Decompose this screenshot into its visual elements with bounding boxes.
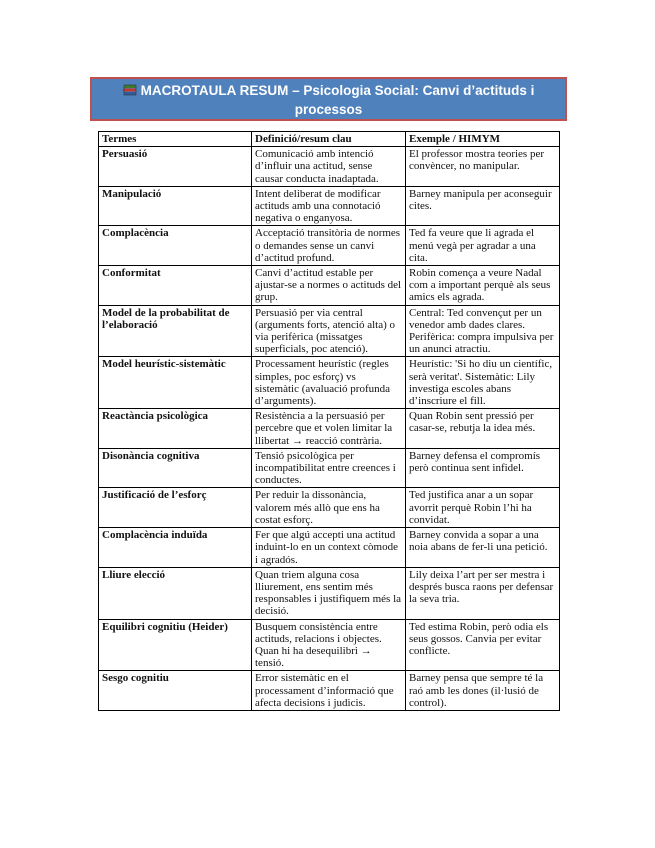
example-cell: Barney defensa el compromís però continua sent infidel. — [406, 448, 560, 488]
table-row — [99, 619, 560, 671]
example-cell: Barney pensa que sempre té la raó amb les dones (il·lusió de control). — [406, 671, 560, 711]
term-cell: Model de la probabilitat de l’elaboració — [99, 305, 252, 357]
term-cell: Lliure elecció — [99, 567, 252, 619]
example-cell: Barney convida a sopar a una noia abans de fer-li una petició. — [406, 528, 560, 568]
definition-cell: Comunicació amb intenció d’influir una actitud, sense causar conducta inadaptada. — [252, 147, 406, 187]
example-cell: Central: Ted convençut per un venedor amb dades clares. Perifèrica: compra impulsiva per un anunci atractiu. — [406, 305, 560, 357]
table-row — [99, 147, 560, 187]
example-cell: Heurístic: 'Si ho diu un científic, serà veritat'. Sistemàtic: Lily investiga escoles abans d’inscriure el fill. — [406, 357, 560, 409]
table-row — [99, 528, 560, 568]
definition-cell: Intent deliberat de modificar actituds amb una connotació negativa o enganyosa. — [252, 186, 406, 226]
term-cell: Sesgo cognitiu — [99, 671, 252, 711]
term-cell: Persuasió — [99, 147, 252, 187]
table-row — [99, 186, 560, 226]
table-row — [99, 488, 560, 528]
table-row — [99, 357, 560, 409]
table-row — [99, 409, 560, 449]
table-row — [99, 266, 560, 306]
table-row — [99, 305, 560, 357]
table-row — [99, 671, 560, 711]
term-cell: Complacència induïda — [99, 528, 252, 568]
term-cell: Disonància cognitiva — [99, 448, 252, 488]
definition-cell: Per reduir la dissonància, valorem més allò que ens ha costat esforç. — [252, 488, 406, 528]
example-cell: Lily deixa l’art per ser mestra i després busca raons per defensar la seva tria. — [406, 567, 560, 619]
summary-table — [98, 131, 560, 711]
table-row — [99, 567, 560, 619]
example-cell: Ted justifica anar a un sopar avorrit perquè Robin l’hi ha convidat. — [406, 488, 560, 528]
example-cell: Robin comença a veure Nadal com a important perquè als seus amics els agrada. — [406, 266, 560, 306]
example-cell: Quan Robin sent pressió per casar-se, rebutja la idea més. — [406, 409, 560, 449]
definition-cell: Tensió psicològica per incompatibilitat entre creences i conductes. — [252, 448, 406, 488]
definition-cell: Resistència a la persuasió per percebre que et volen limitar la llibertat → reacció contrària. — [252, 409, 406, 449]
title-line-1: MACROTAULA RESUM – Psicologia Social: Canvi d’actituds i processos — [140, 83, 535, 117]
example-cell: Ted estima Robin, però odia els seus gossos. Canvia per evitar conflicte. — [406, 619, 560, 671]
example-cell: Barney manipula per aconseguir cites. — [406, 186, 560, 226]
table-header-row — [99, 132, 560, 147]
definition-cell: Error sistemàtic en el processament d’informació que afecta decisions i judicis. — [252, 671, 406, 711]
header-definition: Definició/resum clau — [252, 132, 406, 147]
term-cell: Complacència — [99, 226, 252, 266]
term-cell: Reactància psicològica — [99, 409, 252, 449]
definition-cell: Persuasió per via central (arguments forts, atenció alta) o via perifèrica (missatges superficials, poc atenció). — [252, 305, 406, 357]
term-cell: Model heurístic-sistemàtic — [99, 357, 252, 409]
term-cell: Equilibri cognitiu (Heider) — [99, 619, 252, 671]
definition-cell: Processament heurístic (regles simples, poc esforç) vs sistemàtic (avaluació profunda d’arguments). — [252, 357, 406, 409]
definition-cell: Fer que algú accepti una actitud induint-lo en un context còmode i agradós. — [252, 528, 406, 568]
header-terms: Termes — [99, 132, 252, 147]
definition-cell: Busquem consistència entre actituds, relacions i objectes. Quan hi ha desequilibri → tensió. — [252, 619, 406, 671]
header-example: Exemple / HIMYM — [406, 132, 560, 147]
title-line-2: cognitius — [298, 121, 359, 136]
table-row — [99, 226, 560, 266]
books-icon — [123, 84, 137, 96]
definition-cell: Quan triem alguna cosa lliurement, ens sentim més responsables i justifiquem més la decisió. — [252, 567, 406, 619]
example-cell: Ted fa veure que li agrada el menú vegà per agradar a una cita. — [406, 226, 560, 266]
definition-cell: Acceptació transitòria de normes o demandes sense un canvi d’actitud profund. — [252, 226, 406, 266]
term-cell: Conformitat — [99, 266, 252, 306]
term-cell: Manipulació — [99, 186, 252, 226]
table-row — [99, 448, 560, 488]
term-cell: Justificació de l’esforç — [99, 488, 252, 528]
document-title — [90, 77, 567, 136]
definition-cell: Canvi d’actitud estable per ajustar-se a normes o actituds del grup. — [252, 266, 406, 306]
example-cell: El professor mostra teories per convèncer, no manipular. — [406, 147, 560, 187]
